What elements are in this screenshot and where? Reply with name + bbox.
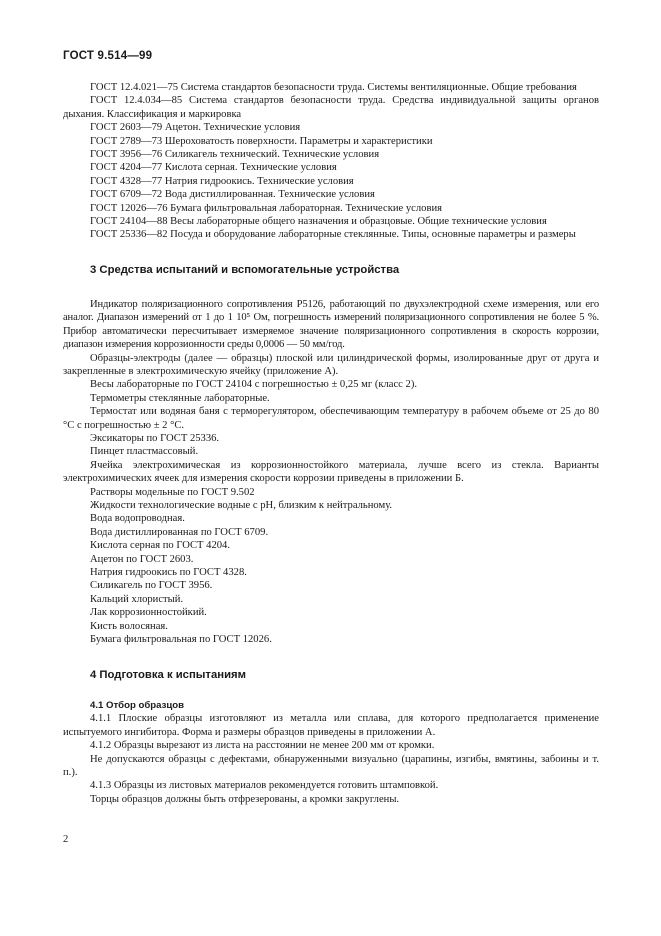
clause-item: Торцы образцов должны быть отфрезерованы, а кромки закруглены. — [90, 793, 400, 805]
equipment-item: Эксикаторы по ГОСТ 25336. — [90, 432, 220, 444]
section-3-heading: 3 Средства испытаний и вспомогательные устройства — [90, 263, 400, 276]
reference-item: ГОСТ 4204—77 Кислота серная. Технические условия — [90, 162, 337, 174]
section-4-heading: 4 Подготовка к испытаниям — [90, 669, 246, 682]
document-header: ГОСТ 9.514—99 — [63, 50, 153, 62]
clause-item: 4.1.2 Образцы вырезают из листа на расстоянии не менее 200 мм от кромки. — [90, 740, 435, 752]
document-page — [63, 50, 599, 806]
clause-item: 4.1.1 Плоские образцы изготовляют из металла или сплава, для которого предполагается применение испытуемого ингибитора. Форма и размеры образцов приведены в приложении А. — [63, 713, 599, 738]
equipment-item: Термостат или водяная баня с терморегулятором, обеспечивающим температуру в рабочем объеме от 25 до 80 °С с погрешностью ± 2 °С. — [63, 406, 599, 431]
section-3-body — [63, 298, 599, 647]
equipment-item: Натрия гидроокись по ГОСТ 4328. — [90, 567, 247, 578]
equipment-item: Ячейка электрохимическая из коррозионностойкого материала, лучше всего из стекла. Варианты электрохимических ячеек для измерения скорости коррозии приведены в приложении Б. — [63, 459, 599, 485]
reference-item: ГОСТ 12.4.034—85 Система стандартов безопасности труда. Средства индивидуальной защиты органов дыхания. Классификация и маркировка — [63, 95, 599, 120]
reference-item: ГОСТ 12026—76 Бумага фильтровальная лабораторная. Технические условия — [90, 202, 442, 214]
reference-item: ГОСТ 24104—88 Весы лабораторные общего назначения и образцовые. Общие технические условия — [90, 216, 547, 228]
subsection-4-1-heading: 4.1 Отбор образцов — [90, 700, 184, 712]
section-4-body — [63, 712, 599, 806]
reference-item: ГОСТ 6709—72 Вода дистиллированная. Технические условия — [90, 189, 375, 201]
reference-item: ГОСТ 4328—77 Натрия гидроокись. Технические условия — [90, 175, 354, 187]
reference-item: ГОСТ 25336—82 Посуда и оборудование лабораторные стеклянные. Типы, основные параметры и размеры — [90, 229, 576, 241]
equipment-item: Кислота серная по ГОСТ 4204. — [90, 540, 230, 552]
reference-item: ГОСТ 2603—79 Ацетон. Технические условия — [90, 122, 301, 134]
clause-item: 4.1.3 Образцы из листовых материалов рекомендуется готовить штамповкой. — [90, 780, 439, 792]
reference-item: ГОСТ 3956—76 Силикагель технический. Технические условия — [90, 149, 380, 161]
equipment-item: Кальций хлористый. — [90, 593, 184, 605]
equipment-item: Вода водопроводная. — [90, 513, 185, 525]
equipment-item: Образцы-электроды (далее — образцы) плоской или цилиндрической формы, изолированные друг от друга и закрепленные в электрохимическую ячейку (приложение А). — [63, 352, 599, 377]
normative-references — [63, 81, 599, 242]
reference-item: ГОСТ 12.4.021—75 Система стандартов безопасности труда. Системы вентиляционные. Общие требования — [90, 82, 577, 93]
equipment-item: Силикагель по ГОСТ 3956. — [90, 580, 213, 592]
equipment-item: Термометры стеклянные лабораторные. — [90, 392, 270, 404]
equipment-item: Индикатор поляризационного сопротивления Р5126, работающий по двухэлектродной схеме измерения, или его аналог. Диапазон измерений от 1 до 1 10⁵ Ом, погрешность измерений поляризационного сопротивления не более 5 %. Прибор автоматически пересчитывает измеряемое значение поляризационного сопротивления в скорость коррозии, диапазон измерения коррозионности среды 0,0006 — 50 мм/год. — [63, 298, 599, 351]
equipment-item: Лак коррозионностойкий. — [90, 607, 207, 619]
equipment-item: Растворы модельные по ГОСТ 9.502 — [90, 486, 255, 498]
equipment-item: Пинцет пластмассовый. — [90, 446, 199, 458]
page-number: 2 — [63, 834, 69, 845]
reference-item: ГОСТ 2789—73 Шероховатость поверхности. Параметры и характеристики — [90, 135, 433, 147]
equipment-item: Жидкости технологические водные с рН, близким к нейтральному. — [90, 499, 393, 511]
clause-item: Не допускаются образцы с дефектами, обнаруженными визуально (царапины, изгибы, вмятины, забоины и т. п.). — [63, 753, 599, 779]
equipment-item: Вода дистиллированная по ГОСТ 6709. — [90, 526, 269, 538]
equipment-item: Бумага фильтровальная по ГОСТ 12026. — [90, 634, 272, 646]
equipment-item: Кисть волосяная. — [90, 620, 168, 632]
equipment-item: Ацетон по ГОСТ 2603. — [90, 553, 194, 565]
equipment-item: Весы лабораторные по ГОСТ 24104 с погрешностью ± 0,25 мг (класс 2). — [90, 379, 418, 391]
